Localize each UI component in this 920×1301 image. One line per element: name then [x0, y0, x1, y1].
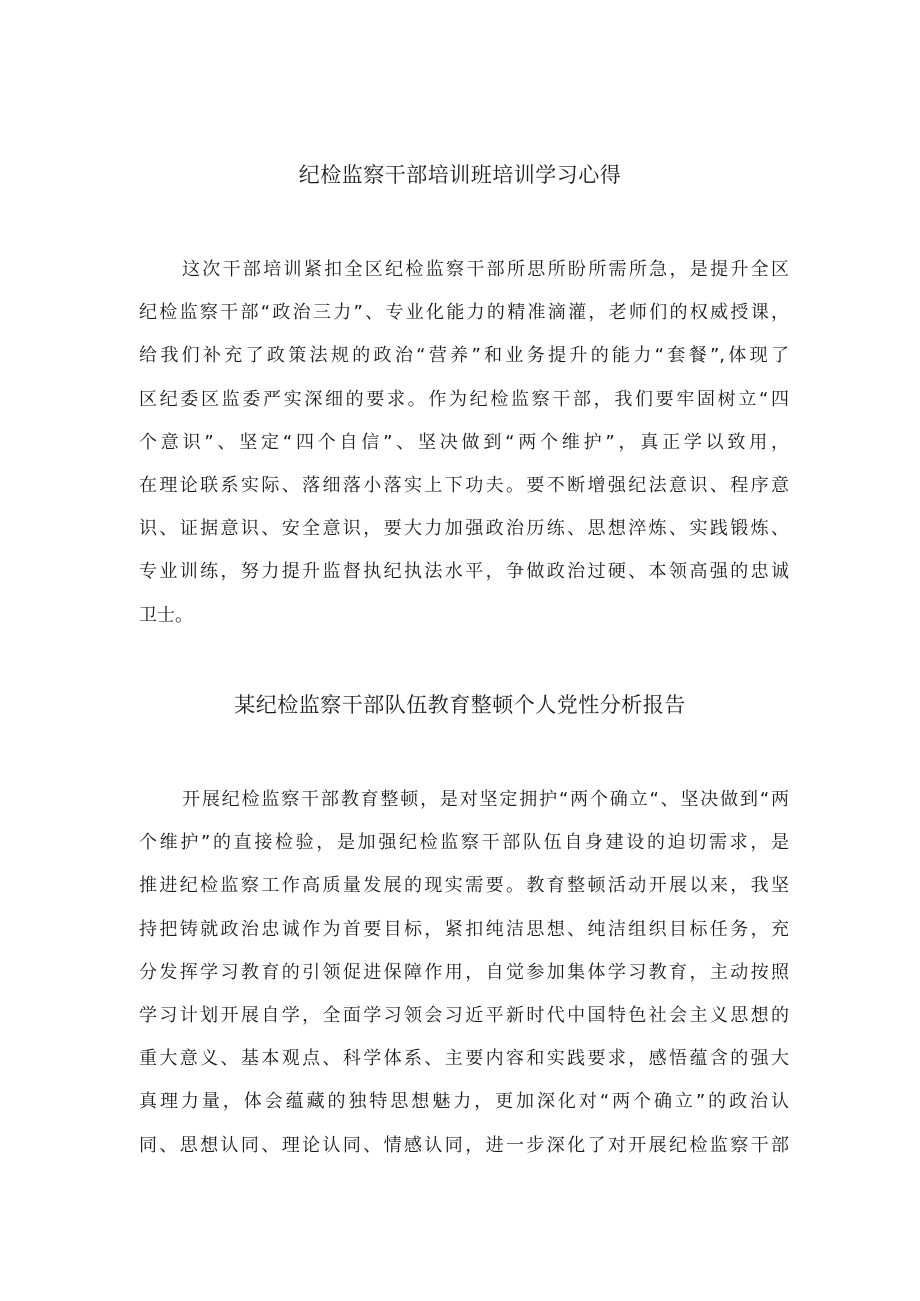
paragraph-line: 区纪委区监委严实深细的要求。作为纪检监察干部，我们要牢固树立“四: [139, 388, 789, 410]
paragraph-line: 这次干部培训紧扣全区纪检监察干部所思所盼所需所急，是提升全区: [182, 259, 789, 280]
paragraph-line: 纪检监察干部“政治三力”、专业化能力的精准滴灌，老师们的权威授课，: [139, 302, 789, 324]
section-2-title: 某纪检监察干部队伍教育整顿个人党性分析报告: [234, 693, 686, 717]
section-1-paragraph: [139, 248, 789, 637]
paragraph-line: 学习计划开展自学，全面学习领会习近平新时代中国特色社会主义思想的: [139, 1004, 789, 1026]
paragraph-line: 专业训练，努力提升监督执纪执法水平，争做政治过硬、本领高强的忠诚: [139, 561, 789, 583]
paragraph-line: 给我们补充了政策法规的政治“营养”和业务提升的能力“套餐”,体现了: [139, 345, 789, 367]
paragraph-line: 分发挥学习教育的引领促进保障作用，自觉参加集体学习教育，主动按照: [139, 961, 789, 983]
section-2-paragraph: [139, 778, 789, 1167]
section-1-title: 纪检监察干部培训班培训学习心得: [298, 163, 622, 187]
paragraph-line: 在理论联系实际、落细落小落实上下功夫。要不断增强纪法意识、程序意: [139, 474, 789, 496]
paragraph-line: 重大意义、基本观点、科学体系、主要内容和实践要求，感悟蕴含的强大: [139, 1048, 789, 1070]
paragraph-line: 识、证据意识、安全意识，要大力加强政治历练、思想淬炼、实践锻炼、: [139, 518, 789, 540]
paragraph-line: 卫士。: [139, 604, 193, 626]
paragraph-line: 个维护”的直接检验，是加强纪检监察干部队伍自身建设的迫切需求，是: [139, 832, 789, 854]
paragraph-line: 推进纪检监察工作高质量发展的现实需要。教育整顿活动开展以来，我坚: [139, 875, 789, 897]
paragraph-line: 同、思想认同、理论认同、情感认同，进一步深化了对开展纪检监察干部: [139, 1134, 789, 1156]
paragraph-line: 开展纪检监察干部教育整顿，是对坚定拥护“两个确立“、坚决做到“两: [182, 789, 789, 810]
paragraph-line: 持把铸就政治忠诚作为首要目标，紧扣纯洁思想、纯洁组织目标任务，充: [139, 918, 789, 940]
paragraph-line: 真理力量，体会蕴藏的独特思想魅力，更加深化对“两个确立”的政治认: [139, 1091, 789, 1113]
paragraph-line: 个意识”、坚定“四个自信”、坚决做到“两个维护”，真正学以致用，: [139, 431, 789, 453]
